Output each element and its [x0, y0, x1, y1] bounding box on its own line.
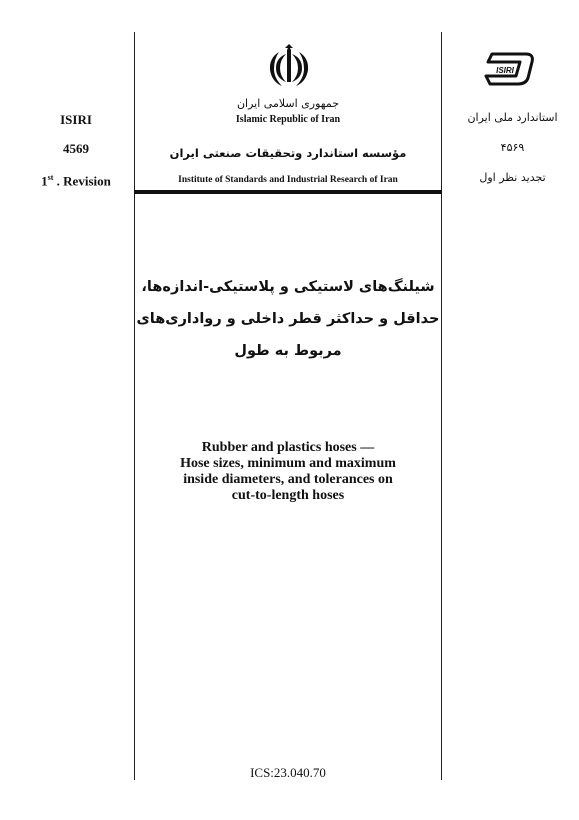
standard-number-fa: ۴۵۶۹ [500, 141, 525, 154]
right-divider-line [441, 32, 442, 780]
revision-text: . Revision [53, 173, 111, 189]
standard-code: ISIRI [60, 112, 92, 127]
institute-name-fa: مؤسسه استاندارد وتحقیقات صنعتی ایران [169, 146, 407, 160]
isiri-logo-text: ISIRI [496, 66, 514, 75]
ics-code: ICS:23.040.70 [250, 765, 326, 780]
left-info-column [30, 112, 122, 199]
title-en-line: Rubber and plastics hoses — [201, 440, 375, 455]
institute-name-en: Institute of Standards and Industrial Research of Iran [178, 175, 398, 185]
title-fa-line: مربوط به طول [234, 343, 342, 359]
title-en-line: inside diameters, and tolerances on [183, 472, 393, 487]
org-name-fa: استاندارد ملی ایران [467, 111, 558, 124]
republic-name-fa: جمهوری اسلامی ایران [236, 97, 340, 110]
revision-suffix: st [47, 173, 54, 182]
title-fa-line: حداقل و حداکثر قطر داخلی و رواداری‌های [136, 311, 440, 327]
document-title-en [136, 440, 440, 504]
revision-label [30, 170, 122, 199]
document-title-fa [136, 271, 440, 367]
iran-emblem-icon [266, 42, 312, 88]
left-divider-line [134, 32, 135, 780]
header-rule [134, 190, 442, 194]
revision-ordinal: 1 [41, 173, 48, 189]
republic-name-en: Islamic Republic of Iran [235, 114, 341, 125]
isiri-logo-icon [482, 48, 538, 88]
title-en-line: cut-to-length hoses [231, 488, 345, 503]
right-info-column [450, 110, 575, 200]
standard-number: 4569 [63, 141, 89, 156]
title-en-line: Hose sizes, minimum and maximum [180, 456, 396, 471]
title-fa-line: شیلنگ‌های لاستیکی و پلاستیکی-اندازه‌ها، [141, 279, 435, 295]
revision-fa: تجدید نظر اول [479, 171, 546, 184]
